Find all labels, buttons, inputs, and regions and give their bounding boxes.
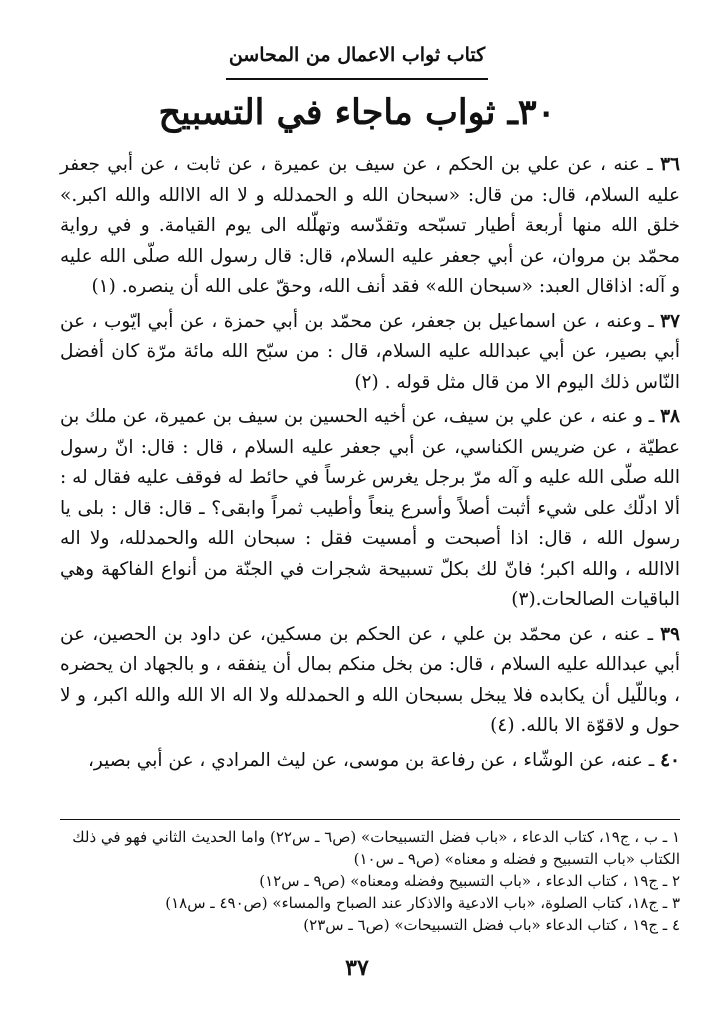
page-number: ٣٧ — [345, 955, 369, 981]
hadith-text: ـ وعنه ، عن اسماعيل بن جعفر، عن محمّد بن أبي حمزة ، عن أبي ايّوب ، عن أبي بصير، عن أبي عبدالله عليه السلام، قال : من سبّح الله مائة مرّة كان أفضل النّاس ذلك اليوم الا من قال مثل قوله . (٢) — [60, 310, 680, 393]
hadith-number: ٤٠ — [660, 749, 680, 771]
hadith-paragraph — [60, 620, 680, 742]
footnote: ١ ـ ب ، ج١٩، كتاب الدعاء ، «باب فضل التسبيحات» (ص٦ ـ س٢٢) واما الحديث الثاني فهو في ذلك الكتاب «باب التسبيح و فضله و معناه» (ص٩ ـ س١٠) — [72, 828, 680, 868]
hadith-paragraph — [60, 746, 680, 777]
footnotes — [60, 826, 680, 936]
hadith-paragraph — [60, 150, 680, 303]
footnote: ٣ ـ ج١٨، كتاب الصلوة، «باب الادعية والاذكار عند الصباح والمساء» (ص٤٩٠ ـ س١٨) — [165, 894, 680, 912]
chapter-title: ٣٠ـ ثواب ماجاء في التسبيح — [158, 92, 556, 133]
hadith-text: ـ عنه، عن الوشّاء ، عن رفاعة بن موسى، عن ليث المرادي ، عن أبي بصير، — [87, 749, 655, 771]
footnote: ٤ ـ ج١٩ ، كتاب الدعاء «باب فضل التسبيحات» (ص٦ ـ س٢٣) — [303, 916, 680, 934]
hadith-paragraph — [60, 402, 680, 616]
running-header: كتاب ثواب الاعمال من المحاسن — [228, 44, 486, 66]
hadith-number: ٣٦ — [660, 154, 680, 175]
footnote: ٢ ـ ج١٩ ، كتاب الدعاء ، «باب التسبيح وفضله ومعناه» (ص٩ ـ س١٢) — [259, 872, 680, 890]
hadith-text: ـ عنه ، عن علي بن الحكم ، عن سيف بن عميرة ، عن ثابت ، عن أبي جعفر عليه السلام، قال: من قال: «سبحان الله و الحمدلله و لا اله الاالله والله اكبر.» خلق الله منها أربعة أطيار تسبّحه وتقدّسه وتهلّله الى يوم القيامة. و في رواية محمّد بن مروان، عن أبي جعفر عليه السلام، قال: قال رسول الله صلّى الله عليه و آله: اذاقال العبد: «سبحان الله» فقد أنف الله، وحقّ على الله أن ينصره. (١) — [60, 154, 680, 297]
body-text — [60, 150, 680, 776]
hadith-paragraph — [60, 307, 680, 399]
footnotes-rule — [60, 819, 680, 820]
hadith-number: ٣٩ — [660, 623, 680, 645]
hadith-number: ٣٧ — [660, 310, 680, 332]
hadith-text: ـ عنه ، عن محمّد بن علي ، عن الحكم بن مسكين، عن داود بن الحصين، عن أبي عبدالله عليه السلام ، قال: من بخل منكم بمال أن ينفقه ، و بالجهاد ان يحضره ، وباللّيل أن يكابده فلا يبخل بسبحان الله و الحمدلله ولا اله الا الله والله اكبر، و لا حول و لاقوّة الا بالله. (٤) — [60, 623, 680, 736]
hadith-number: ٣٨ — [660, 406, 680, 427]
header-rule — [226, 78, 488, 80]
hadith-text: ـ و عنه ، عن علي بن سيف، عن أخيه الحسين بن سيف بن عميرة، عن ملك بن عطيّة ، عن ضريس الكناسي، عن أبي جعفر عليه السلام ، قال : قال: انّ رسول الله صلّى الله عليه و آله مرّ برجل يغرس غرساً في حائط له فوقف عليه فقال له : ألا ادلّك على شيء أثبت أصلاً وأسرع ينعاً وأطيب ثمراً وابقى؟ ـ قال: قال : بلى يا رسول الله ، قال: اذا أصبحت و أمسيت فقل : سبحان الله والحمدلله، ولا اله الاالله ، والله اكبر؛ فانّ لك بكلّ تسبيحة شجرات في الجنّة من أنواع الفاكهة وهي الباقيات الصالحات.(٣) — [60, 406, 680, 610]
